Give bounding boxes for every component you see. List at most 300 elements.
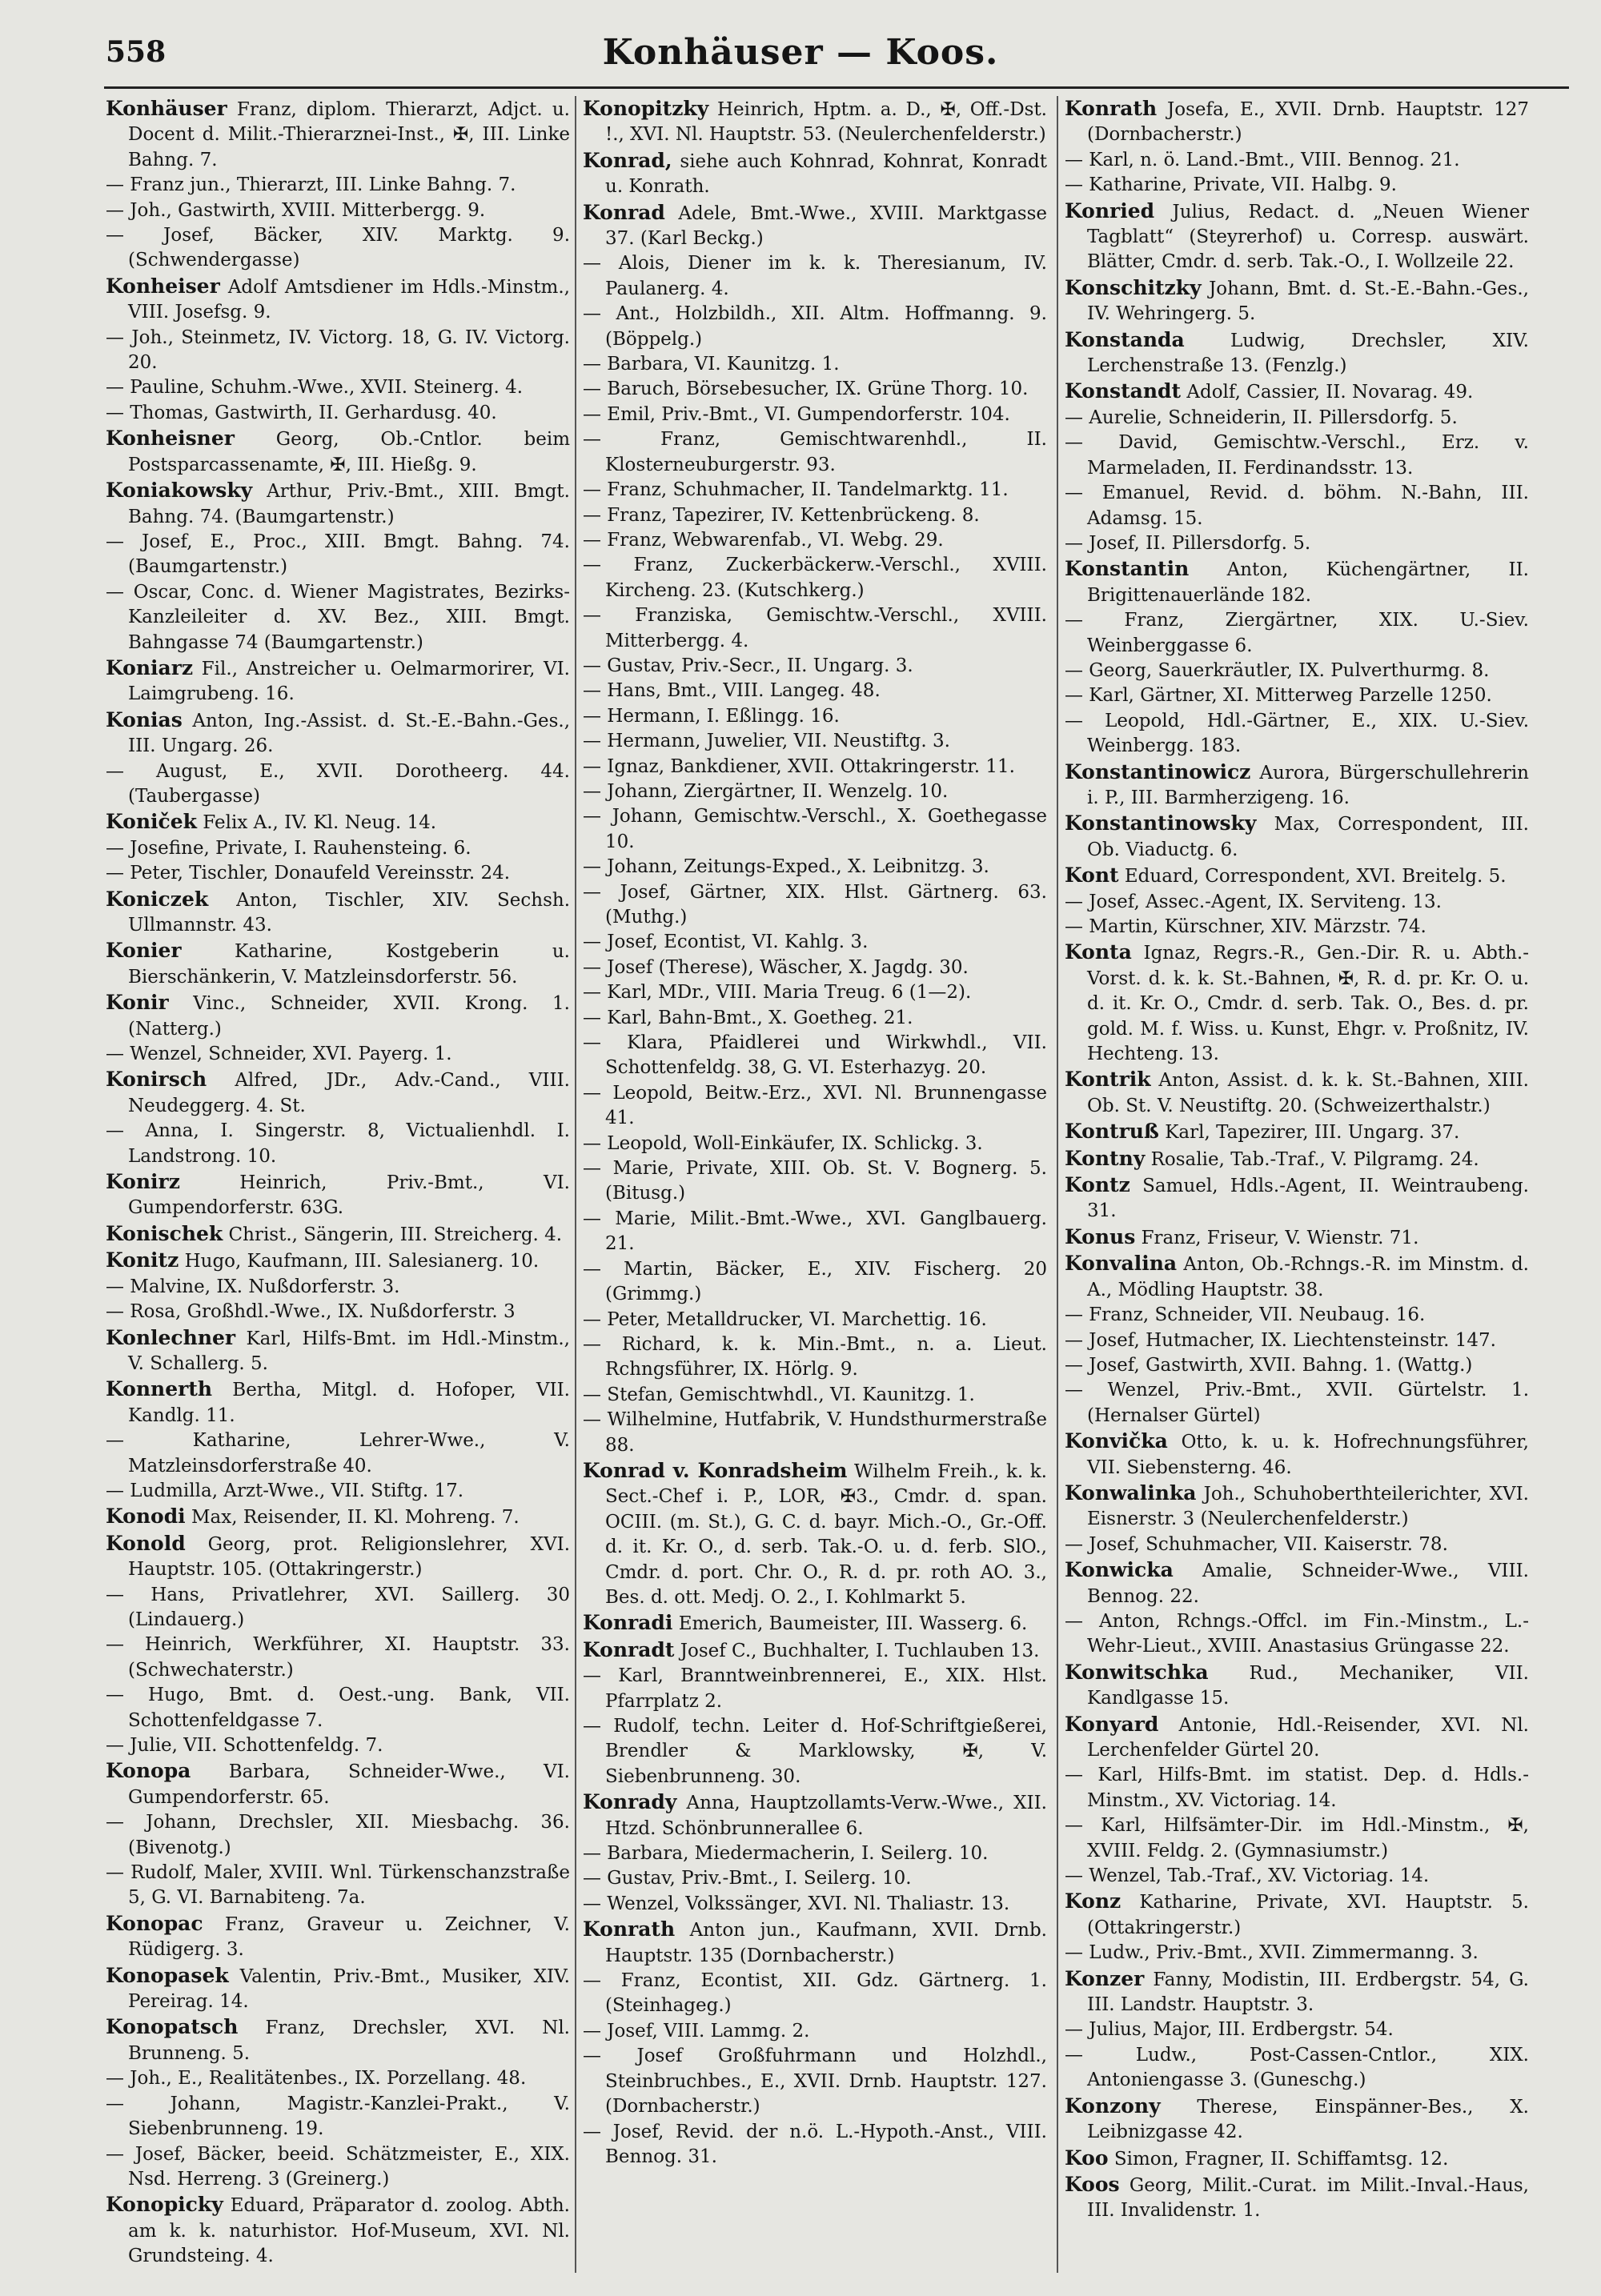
page-header	[0, 32, 1601, 80]
entry-text: Josef C., Buchhalter, I. Tuchlauben 13.	[674, 1640, 1040, 1661]
directory-entry	[1065, 1533, 1529, 1557]
directory-entry	[106, 1963, 570, 2015]
entry-text: Anton, Tischler, XIV. Sechsh. Ullmannstr. 43.	[128, 889, 570, 936]
entry-text: Fil., Anstreicher u. Oelmarmorirer, VI. Laimgrubeng. 16.	[128, 658, 570, 705]
directory-entry	[583, 1081, 1047, 1132]
directory-entry	[1065, 709, 1529, 759]
entry-text: — Joh., Gastwirth, XVIII. Mitterbergg. 9.	[106, 199, 486, 221]
entry-text: Adolf Amtsdiener im Hdls.-Minstm., VIII. Josefsg. 9.	[128, 276, 570, 323]
directory-entry	[106, 326, 570, 376]
entry-surname: Konopa	[106, 1759, 191, 1783]
column-divider	[575, 96, 576, 2273]
entry-surname: Konwitschka	[1065, 1660, 1209, 1684]
entry-text: — Ludmilla, Arzt-Wwe., VII. Stiftg. 17.	[106, 1480, 464, 1501]
entry-surname: Konrad,	[583, 148, 672, 172]
entry-text: — Joh., Steinmetz, IV. Victorg. 18, G. IV. Victorg. 20.	[106, 327, 570, 374]
directory-entry	[106, 861, 570, 886]
entry-surname: Konrady	[583, 1790, 677, 1814]
directory-entry	[1065, 1660, 1529, 1712]
directory-entry	[583, 755, 1047, 779]
directory-entry	[583, 148, 1047, 200]
entry-surname: Konheiser	[106, 274, 220, 298]
entry-surname: Konstantinowsky	[1065, 811, 1257, 835]
entry-text: — Josef, Gärtner, XIX. Hlst. Gärtnerg. 63. (Muthg.)	[583, 881, 1047, 928]
entry-text: — Johann, Ziergärtner, II. Wenzelg. 10.	[583, 780, 949, 802]
directory-entry	[1065, 1172, 1529, 1224]
entry-text: — Emanuel, Revid. d. böhm. N.-Bahn, III. Adamsg. 15.	[1065, 483, 1529, 529]
entry-text: Ludwig, Drechsler, XIV. Lerchenstraße 13. (Fenzlg.)	[1087, 330, 1529, 377]
directory-entry	[1065, 1303, 1529, 1328]
column-divider	[1057, 96, 1058, 2273]
entry-text: Georg, Milit.-Curat. im Milit.-Inval.-Haus, III. Invalidenstr. 1.	[1087, 2174, 1529, 2222]
entry-text: Wilhelm Freih., k. k. Sect.-Chef i. P., LOR, ✠3., Cmdr. d. span. OCIII. (m. St.), G. C. d. bayr. Mich.-O., Gr.-Off. d. it. Kr. O., d. serb. Tak.-O. u. d. ferb. SlO., Cmdr. d. port. Chr. O., R. d. pr. roth AO. 3., Bes. d. ott. Medj. O. 2., I. Kohlmarkt 5.	[605, 1461, 1047, 1608]
directory-entry	[583, 654, 1047, 679]
entry-text: — Pauline, Schuhm.-Wwe., XVII. Steinerg. 4.	[106, 377, 524, 399]
directory-entry	[106, 1300, 570, 1324]
entry-text: — Johann, Zeitungs-Exped., X. Leibnitzg. 3.	[583, 856, 989, 878]
directory-entry	[106, 2092, 570, 2142]
entry-text: — Marie, Milit.-Bmt.-Wwe., XVI. Ganglbauerg. 21.	[583, 1208, 1047, 1255]
entry-text: Felix A., IV. Kl. Neug. 14.	[196, 812, 437, 834]
entry-text: — Franziska, Gemischtw.-Verschl., XVIII. Mitterbergg. 4.	[583, 605, 1047, 651]
entry-text: Karl, Tapezirer, III. Ungarg. 37.	[1158, 1122, 1460, 1144]
entry-text: — Thomas, Gastwirth, II. Gerhardusg. 40.	[106, 402, 497, 423]
entry-text: — Karl, Hilfs-Bmt. im statist. Dep. d. Hdls.-Minstm., XV. Victoriag. 14.	[1065, 1765, 1529, 1811]
entry-text: Therese, Einspänner-Bes., X. Leibnizgasse 42.	[1087, 2096, 1529, 2143]
entry-text: — Johann, Gemischtw.-Verschl., X. Goethegasse 10.	[583, 806, 1047, 852]
entry-text: Vinc., Schneider, XVII. Krong. 1. (Natterg.)	[128, 993, 570, 1040]
directory-entry	[1065, 2018, 1529, 2042]
directory-entry	[583, 478, 1047, 503]
directory-entry	[106, 2192, 570, 2269]
entry-text: Katharine, Private, XVI. Hauptstr. 5. (Ottakringerstr.)	[1087, 1892, 1529, 1938]
entry-text: Valentin, Priv.-Bmt., Musiker, XIV. Pereirag. 14.	[128, 1965, 570, 2013]
entry-surname: Konstantinowicz	[1065, 759, 1251, 783]
entry-surname: Konir	[106, 991, 169, 1015]
entry-text: — Julius, Major, III. Erdbergstr. 54.	[1065, 2019, 1394, 2041]
entry-surname: Konstantin	[1065, 557, 1190, 581]
directory-entry	[106, 990, 570, 1042]
entry-text: Karl, Hilfs-Bmt. im Hdl.-Minstm., V. Schallerg. 5.	[128, 1328, 570, 1374]
directory-entry	[106, 1810, 570, 1861]
entry-text: Franz, Graveur u. Zeichner, V. Rüdigerg. 3.	[128, 1913, 570, 1961]
entry-surname: Konschitzky	[1065, 275, 1202, 299]
entry-surname: Konopac	[106, 1911, 203, 1935]
entry-surname: Koniarz	[106, 655, 194, 679]
entry-text: — Rudolf, Maler, XVIII. Wnl. Türkenschanzstraße 5, G. VI. Barnabiteng. 7a.	[106, 1862, 570, 1909]
directory-entry	[583, 2044, 1047, 2119]
header-rule	[104, 86, 1569, 89]
directory-entry	[583, 503, 1047, 528]
entry-surname: Konus	[1065, 1224, 1136, 1248]
directory-entry	[106, 938, 570, 990]
directory-entry	[1065, 198, 1529, 275]
directory-entry	[583, 1458, 1047, 1610]
entry-text: — Karl, Gärtner, XI. Mitterweg Parzelle 1250.	[1065, 685, 1492, 707]
entry-text: — Gustav, Priv.-Bmt., I. Seilerg. 10.	[583, 1868, 912, 1889]
directory-entry	[106, 836, 570, 861]
entry-text: — Hugo, Bmt. d. Oest.-ung. Bank, VII. Schottenfeldgasse 7.	[106, 1685, 570, 1731]
entry-text: — Josef, Hutmacher, IX. Liechtensteinstr. 147.	[1065, 1329, 1496, 1351]
entry-text: — Ludw., Post-Cassen-Cntlor., XIX. Antoniengasse 3. (Guneschg.)	[1065, 2044, 1529, 2091]
page-number: 558	[106, 35, 167, 69]
directory-entry	[583, 1664, 1047, 1714]
directory-entry	[106, 1042, 570, 1067]
directory-entry	[106, 887, 570, 939]
entry-text: — Anton, Rchngs.-Offcl. im Fin.-Minstm., L.-Wehr-Lieut., XVIII. Anastasius Grüngasse 22.	[1065, 1610, 1529, 1657]
column-2	[583, 96, 1047, 2273]
directory-entry	[1065, 1966, 1529, 2018]
entry-surname: Konried	[1065, 198, 1155, 222]
entry-surname: Konzony	[1065, 2094, 1161, 2118]
directory-entry	[106, 1504, 570, 1530]
directory-entry	[583, 880, 1047, 931]
directory-entry	[1065, 915, 1529, 940]
directory-entry	[583, 427, 1047, 478]
entry-text: — Marie, Private, XIII. Ob. St. V. Bognerg. 5. (Bitusg.)	[583, 1158, 1047, 1204]
entry-surname: Koos	[1065, 2172, 1120, 2196]
directory-entry	[583, 1132, 1047, 1156]
entry-text: Julius, Redact. d. „Neuen Wiener Tagblatt“ (Steyrerhof) u. Corresp. auswärt. Blätter, Cmdr. d. serb. Tak.-O., I. Wollzeile 22.	[1087, 201, 1529, 273]
entry-surname: Kontz	[1065, 1173, 1130, 1197]
entry-text: Adolf, Cassier, II. Novarag. 49.	[1181, 382, 1474, 403]
directory-entry	[106, 426, 570, 478]
entry-text: — Hermann, I. Eßlingg. 16.	[583, 705, 840, 727]
entry-text: siehe auch Kohnrad, Kohnrat, Konradt u. Konrath.	[605, 150, 1047, 198]
directory-entry	[106, 198, 570, 223]
entry-text: — Franz, Gemischtwarenhdl., II. Klosterneuburgerstr. 93.	[583, 429, 1047, 475]
entry-text: — Hans, Bmt., VIII. Langeg. 48.	[583, 680, 881, 702]
directory-entry	[583, 352, 1047, 377]
directory-entry	[583, 679, 1047, 703]
entry-text: Joh., Schuhoberthteilerichter, XVI. Eisnerstr. 3 (Neulerchenfelderstr.)	[1087, 1483, 1529, 1530]
entry-text: — Anna, I. Singerstr. 8, Victualienhdl. I. Landstrong. 10.	[106, 1120, 570, 1167]
entry-text: — Josef Großfuhrmann und Holzhdl., Steinbruchbes., E., XVII. Drnb. Hauptstr. 127. (Dornbacherstr.)	[583, 2046, 1047, 2118]
entry-text: — Martin, Bäcker, E., XIV. Fischerg. 20 (Grimmg.)	[583, 1258, 1047, 1305]
directory-entry	[1065, 1481, 1529, 1533]
entry-text: Franz, Friseur, V. Wienstr. 71.	[1135, 1227, 1419, 1248]
entry-text: — Wenzel, Schneider, XVI. Payerg. 1.	[106, 1044, 452, 1065]
entry-text: Franz, Drechsler, XVI. Nl. Brunneng. 5.	[128, 2018, 570, 2064]
entry-surname: Konyard	[1065, 1712, 1159, 1736]
entry-surname: Kontrik	[1065, 1068, 1151, 1092]
entry-surname: Konrath	[583, 1917, 676, 1941]
directory-entry	[583, 1892, 1047, 1917]
directory-entry	[106, 1479, 570, 1504]
directory-entry	[1065, 1712, 1529, 1764]
entry-surname: Koniček	[106, 810, 197, 834]
entry-text: Simon, Fragner, II. Schiffamtsg. 12.	[1108, 2148, 1449, 2170]
directory-entry	[106, 1325, 570, 1377]
entry-text: Aurora, Bürgerschullehrerin i. P., III. Barmherzigeng. 16.	[1087, 762, 1529, 808]
directory-entry	[1065, 1224, 1529, 1251]
entry-text: Otto, k. u. k. Hofrechnungsführer, VII. Siebensterng. 46.	[1087, 1432, 1529, 1478]
directory-entry	[1065, 1889, 1529, 1941]
entry-surname: Koniakowsky	[106, 479, 253, 503]
directory-entry	[583, 1308, 1047, 1332]
directory-entry	[106, 478, 570, 530]
entry-text: — Josef, Bäcker, XIV. Marktg. 9. (Schwendergasse)	[106, 225, 570, 271]
entry-text: — Karl, n. ö. Land.-Bmt., VIII. Bennog. 21.	[1065, 149, 1460, 170]
entry-text: — Hermann, Juwelier, VII. Neustiftg. 3.	[583, 731, 950, 752]
directory-entry	[1065, 379, 1529, 405]
entry-surname: Koo	[1065, 2146, 1109, 2170]
directory-entry	[1065, 608, 1529, 659]
directory-entry	[106, 1275, 570, 1300]
entry-text: Ignaz, Regrs.-R., Gen.-Dir. R. u. Abth.-Vorst. d. k. k. St.-Bahnen, ✠, R. d. pr. Kr. O. u. d. it. Kr. O., Cmdr. d. serb. Tak. O., Bes. d. pr. gold. M. f. Wiss. u. Kunst, Ehgr. v. Proßnitz, IV. Hechteng. 13.	[1087, 943, 1529, 1065]
directory-entry	[583, 96, 1047, 148]
directory-entry	[1065, 659, 1529, 683]
directory-entry	[1065, 275, 1529, 327]
directory-entry	[583, 2019, 1047, 2044]
directory-entry	[583, 302, 1047, 352]
directory-entry	[1065, 1813, 1529, 1864]
entry-text: Rosalie, Tab.-Traf., V. Pilgramg. 24.	[1145, 1148, 1479, 1170]
directory-entry	[1065, 1251, 1529, 1303]
entry-text: — Alois, Diener im k. k. Theresianum, IV. Paulanerg. 4.	[583, 253, 1047, 299]
directory-entry	[1065, 2146, 1529, 2172]
entry-text: — Oscar, Conc. d. Wiener Magistrates, Bezirks-Kanzleileiter d. XV. Bez., XIII. Bmgt. Bahngasse 74 (Baumgartenstr.)	[106, 581, 570, 653]
entry-text: — Julie, VII. Schottenfeldg. 7.	[106, 1735, 383, 1756]
entry-text: — Johann, Magistr.-Kanzlei-Prakt., V. Siebenbrunneng. 19.	[106, 2093, 570, 2140]
entry-text: — Wenzel, Tab.-Traf., XV. Victoriag. 14.	[1065, 1865, 1430, 1887]
directory-entry	[1065, 556, 1529, 608]
directory-entry	[106, 1531, 570, 1583]
entry-text: Heinrich, Priv.-Bmt., VI. Gumpendorferstr. 63G.	[128, 1172, 570, 1219]
directory-entry	[106, 96, 570, 173]
directory-entry	[1065, 1067, 1529, 1119]
directory-entry	[1065, 683, 1529, 708]
entry-surname: Konrath	[1065, 97, 1158, 120]
entry-text: — Hans, Privatlehrer, XVI. Saillerg. 30 (Lindauerg.)	[106, 1584, 570, 1630]
entry-surname: Konias	[106, 707, 183, 731]
directory-entry	[583, 603, 1047, 654]
directory-entry	[106, 173, 570, 198]
entry-surname: Konzer	[1065, 1966, 1145, 1990]
entry-text: — Malvine, IX. Nußdorferstr. 3.	[106, 1276, 400, 1297]
directory-entry	[106, 655, 570, 707]
entry-text: — Franz, Econtist, XII. Gdz. Gärtnerg. 1. (Steinhageg.)	[583, 1970, 1047, 2017]
entry-text: Barbara, Schneider-Wwe., VI. Gumpendorferstr. 65.	[128, 1761, 570, 1808]
entry-text: Samuel, Hdls.-Agent, II. Weintraubeng. 31.	[1087, 1176, 1529, 1222]
directory-entry	[583, 1866, 1047, 1891]
directory-entry	[106, 1583, 570, 1633]
entry-text: Eduard, Correspondent, XVI. Breitelg. 5.	[1118, 866, 1507, 888]
entry-surname: Konvalina	[1065, 1252, 1178, 1276]
directory-entry	[1065, 1941, 1529, 1965]
entry-surname: Konopatsch	[106, 2015, 239, 2039]
directory-entry	[583, 403, 1047, 427]
directory-entry	[106, 1248, 570, 1274]
directory-entry	[1065, 1119, 1529, 1145]
entry-text: Fanny, Modistin, III. Erdbergstr. 54, G. III. Landstr. Hauptstr. 3.	[1087, 1969, 1529, 2016]
directory-entry	[1065, 811, 1529, 863]
entry-text: — Gustav, Priv.-Secr., II. Ungarg. 3.	[583, 655, 913, 676]
directory-entry	[1065, 1428, 1529, 1481]
entry-surname: Konradt	[583, 1637, 675, 1661]
entry-text: — Franz, Webwarenfab., VI. Webg. 29.	[583, 529, 944, 551]
entry-text: Christ., Sängerin, III. Streicherg. 4.	[223, 1224, 563, 1245]
entry-text: — Josef, II. Pillersdorfg. 5.	[1065, 532, 1311, 554]
entry-surname: Konischek	[106, 1221, 223, 1245]
entry-surname: Konwalinka	[1065, 1481, 1197, 1505]
entry-surname: Konta	[1065, 940, 1132, 964]
entry-surname: Konirsch	[106, 1068, 207, 1092]
directory-entry	[106, 809, 570, 835]
entry-surname: Konheisner	[106, 427, 235, 451]
entry-text: Anna, Hauptzollamts-Verw.-Wwe., XII. Htzd. Schönbrunnerallee 6.	[605, 1793, 1047, 1839]
directory-entry	[1065, 1328, 1529, 1353]
entry-text: Josefa, E., XVII. Drnb. Hauptstr. 127 (Dornbacherstr.)	[1087, 99, 1529, 146]
directory-entry	[583, 1841, 1047, 1866]
directory-entry	[1065, 531, 1529, 556]
entry-text: — Leopold, Beitw.-Erz., XVI. Nl. Brunnengasse 41.	[583, 1082, 1047, 1129]
entry-text: Max, Reisender, II. Kl. Mohreng. 7.	[185, 1507, 520, 1529]
entry-text: — Johann, Drechsler, XII. Miesbachg. 36. (Bivenotg.)	[106, 1812, 570, 1858]
entry-text: — Josefine, Private, I. Rauhensteing. 6.	[106, 837, 471, 859]
column-1	[106, 96, 570, 2273]
directory-entry	[583, 1031, 1047, 1081]
directory-entry	[1065, 1146, 1529, 1172]
directory-entry	[106, 1428, 570, 1479]
directory-entry	[583, 704, 1047, 729]
directory-entry	[106, 1758, 570, 1810]
entry-text: — Josef, VIII. Lammg. 2.	[583, 2020, 810, 2042]
entry-surname: Kont	[1065, 864, 1119, 888]
directory-entry	[106, 1683, 570, 1733]
directory-entry	[583, 1714, 1047, 1789]
directory-entry	[583, 930, 1047, 955]
entry-text: — Wenzel, Volkssänger, XVI. Nl. Thaliastr. 13.	[583, 1893, 1010, 1914]
directory-entry	[1065, 96, 1529, 148]
directory-entry	[106, 1169, 570, 1221]
entry-text: Anton, Ing.-Assist. d. St.-E.-Bahn.-Ges., III. Ungarg. 26.	[128, 710, 570, 757]
entry-text: — Josef, Revid. der n.ö. L.-Hypoth.-Anst., VIII. Bennog. 31.	[583, 2121, 1047, 2167]
directory-entry	[1065, 327, 1529, 379]
entry-text: Max, Correspondent, III. Ob. Viaductg. 6.	[1087, 814, 1529, 860]
entry-surname: Konitz	[106, 1248, 179, 1272]
entry-text: — Karl, Hilfsämter-Dir. im Hdl.-Minstm., ✠, XVIII. Feldg. 2. (Gymnasiumstr.)	[1065, 1815, 1529, 1861]
entry-text: — David, Gemischtw.-Verschl., Erz. v. Marmeladen, II. Ferdinandsstr. 13.	[1065, 432, 1529, 479]
directory-entry	[583, 855, 1047, 880]
entry-text: Heinrich, Hptm. a. D., ✠, Off.-Dst. !., XVI. Nl. Hauptstr. 53. (Neulerchenfelderstr.)	[605, 99, 1047, 146]
entry-text: — Stefan, Gemischtwhdl., VI. Kaunitzg. 1.	[583, 1384, 975, 1405]
entry-surname: Konodi	[106, 1505, 186, 1529]
directory-entry	[1065, 759, 1529, 811]
entry-surname: Konstanda	[1065, 327, 1185, 351]
entry-text: Arthur, Priv.-Bmt., XIII. Bmgt. Bahng. 74. (Baumgartenstr.)	[128, 481, 570, 527]
directory-entry	[583, 2120, 1047, 2170]
entry-surname: Konopitzky	[583, 97, 709, 120]
entry-text: — Josef, Assec.-Agent, IX. Serviteng. 13.	[1065, 891, 1442, 912]
directory-entry	[1065, 431, 1529, 481]
entry-text: — Josef (Therese), Wäscher, X. Jagdg. 30.	[583, 956, 969, 978]
directory-entry	[106, 2066, 570, 2091]
entry-text: Amalie, Schneider-Wwe., VIII. Bennog. 22.	[1087, 1561, 1529, 1607]
entry-surname: Konvička	[1065, 1429, 1168, 1453]
directory-entry	[106, 1221, 570, 1248]
entry-text: Anton, Küchengärtner, II. Brigittenauerlände 182.	[1087, 559, 1529, 606]
directory-entry	[583, 1006, 1047, 1031]
directory-entry	[583, 1383, 1047, 1408]
running-head: Konhäuser — Koos.	[602, 32, 999, 73]
directory-entry	[583, 1332, 1047, 1383]
entry-surname: Konrad	[583, 200, 665, 224]
directory-entry	[1065, 1557, 1529, 1609]
directory-entry	[583, 200, 1047, 252]
entry-text: — Franz, Tapezirer, IV. Kettenbrückeng. 8.	[583, 504, 980, 526]
directory-entry	[583, 980, 1047, 1005]
directory-entry	[106, 1633, 570, 1683]
directory-entry	[1065, 406, 1529, 431]
directory-entry	[1065, 2043, 1529, 2094]
directory-entry	[106, 707, 570, 759]
entry-text: Adele, Bmt.-Wwe., XVIII. Marktgasse 37. (Karl Beckg.)	[605, 202, 1047, 250]
entry-surname: Konradi	[583, 1611, 673, 1635]
entry-text: Franz, diplom. Thierarzt, Adjct. u. Docent d. Milit.-Thierarznei-Inst., ✠, III. Linke Bahng. 7.	[128, 99, 570, 170]
entry-text: — Franz jun., Thierarzt, III. Linke Bahng. 7.	[106, 174, 516, 196]
directory-entry	[106, 2014, 570, 2066]
entry-text: — Ant., Holzbildh., XII. Altm. Hoffmanng. 9. (Böppelg.)	[583, 303, 1047, 350]
entry-text: — Katharine, Private, VII. Halbg. 9.	[1065, 174, 1397, 196]
entry-text: — Aurelie, Schneiderin, II. Pillersdorfg. 5.	[1065, 407, 1458, 428]
directory-entry	[583, 1156, 1047, 1207]
entry-text: — Baruch, Börsebesucher, IX. Grüne Thorg. 10.	[583, 379, 1029, 400]
directory-entry	[583, 377, 1047, 402]
directory-entry	[106, 1733, 570, 1758]
directory-entry	[106, 375, 570, 400]
directory-entry	[1065, 940, 1529, 1067]
entry-surname: Koniczek	[106, 887, 209, 911]
directory-entry	[1065, 863, 1529, 889]
entry-text: — Wenzel, Priv.-Bmt., XVII. Gürtelstr. 1. (Hernalser Gürtel)	[1065, 1380, 1529, 1426]
entry-text: — Franz, Ziergärtner, XIX. U.-Siev. Weinberggasse 6.	[1065, 610, 1529, 656]
directory-entry	[106, 1119, 570, 1169]
directory-entry	[583, 804, 1047, 855]
entry-text: Anton jun., Kaufmann, XVII. Drnb. Hauptstr. 135 (Dornbacherstr.)	[605, 1920, 1047, 1966]
directory-entry	[1065, 1378, 1529, 1428]
entry-text: — Martin, Kürschner, XIV. Märzstr. 74.	[1065, 916, 1426, 937]
directory-entry	[1065, 1353, 1529, 1378]
entry-surname: Konier	[106, 939, 182, 963]
entry-text: — Rudolf, techn. Leiter d. Hof-Schriftgießerei, Brendler & Marklowsky, ✠, V. Siebenbrunneng. 30.	[583, 1716, 1047, 1787]
entry-text: — Karl, Bahn-Bmt., X. Goetheg. 21.	[583, 1007, 913, 1028]
entry-text: Alfred, JDr., Adv.-Cand., VIII. Neudeggerg. 4. St.	[128, 1070, 570, 1116]
directory-entry	[583, 1789, 1047, 1841]
entry-text: Johann, Bmt. d. St.-E.-Bahn.-Ges., IV. Wehringerg. 5.	[1087, 278, 1529, 325]
entry-text: Anton, Assist. d. k. k. St.-Bahnen, XIII. Ob. St. V. Neustiftg. 20. (Schweizerthalstr.)	[1087, 1070, 1529, 1116]
entry-surname: Konopicky	[106, 2193, 223, 2217]
directory-entry	[583, 956, 1047, 980]
entry-text: Emerich, Baumeister, III. Wasserg. 6.	[672, 1613, 1028, 1635]
entry-surname: Konwicka	[1065, 1558, 1174, 1582]
directory-entry	[583, 528, 1047, 553]
directory-entry	[1065, 2172, 1529, 2224]
entry-text: — Ludw., Priv.-Bmt., XVII. Zimmermanng. 3.	[1065, 1942, 1479, 1964]
entry-text: — Heinrich, Werkführer, XI. Hauptstr. 33. (Schwechaterstr.)	[106, 1634, 570, 1681]
directory-entry	[583, 1610, 1047, 1637]
directory-entry	[106, 1376, 570, 1428]
entry-text: Katharine, Kostgeberin u. Bierschänkerin, V. Matzleinsdorferstr. 56.	[128, 941, 570, 988]
entry-text: Anton, Ob.-Rchngs.-R. im Minstm. d. A., Mödling Hauptstr. 38.	[1087, 1254, 1529, 1300]
entry-text: — Peter, Metalldrucker, VI. Marchettig. 16.	[583, 1308, 987, 1330]
entry-text: — Richard, k. k. Min.-Bmt., n. a. Lieut. Rchngsführer, IX. Hörlg. 9.	[583, 1333, 1047, 1380]
column-3	[1065, 96, 1529, 2273]
entry-surname: Konirz	[106, 1170, 180, 1194]
entry-text: — Barbara, Miedermacherin, I. Seilerg. 10.	[583, 1843, 989, 1865]
directory-entry	[583, 1257, 1047, 1308]
directory-entry	[1065, 1609, 1529, 1660]
